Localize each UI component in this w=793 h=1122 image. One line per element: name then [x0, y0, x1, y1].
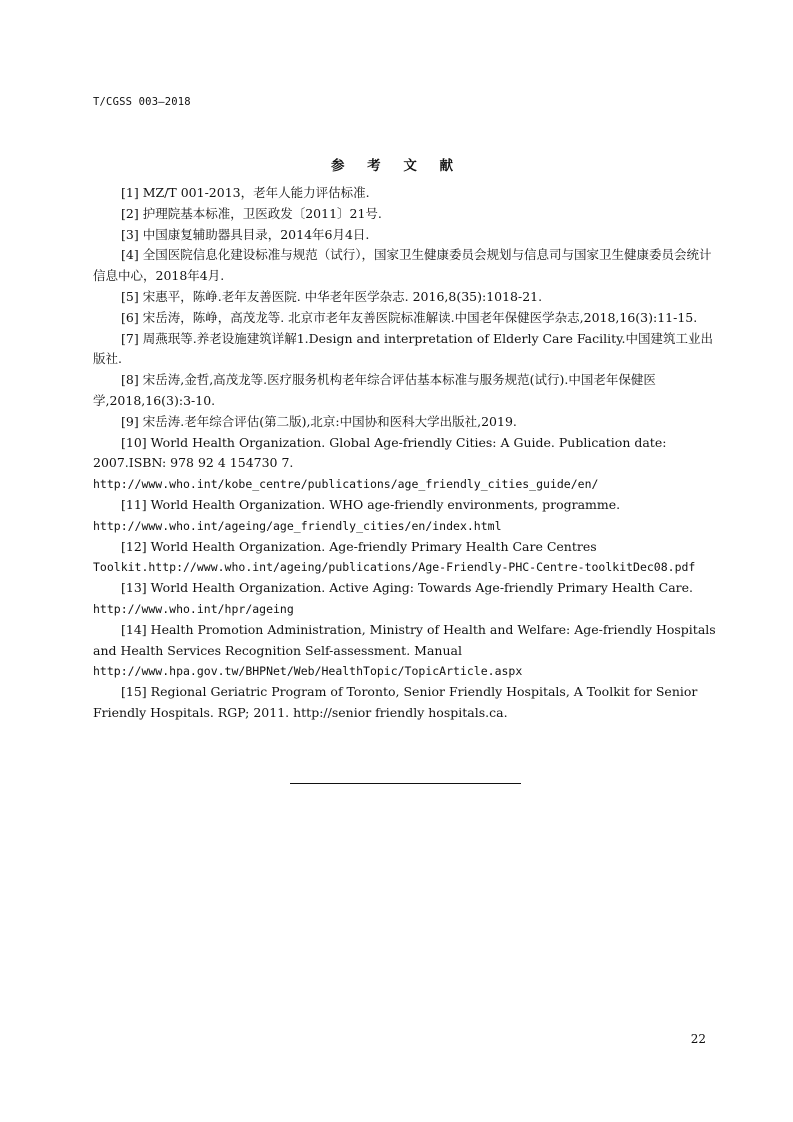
- reference-item: [93, 495, 719, 537]
- reference-number: [4]: [121, 247, 139, 263]
- reference-list: [93, 183, 719, 724]
- reference-number: [13]: [121, 580, 147, 596]
- reference-text: Regional Geriatric Program of Toronto, Senior Friendly Hospitals, A Toolkit for Senior Friendly Hospitals. RGP; 2011. http://senior friendly hospitals.ca.: [93, 684, 698, 720]
- reference-item: [93, 537, 719, 579]
- reference-text: 中国康复辅助器具目录，2014年6月4日.: [142, 226, 370, 242]
- reference-item: [93, 620, 719, 682]
- reference-url[interactable]: http://www.who.int/hpr/ageing: [93, 601, 294, 616]
- reference-number: [15]: [121, 684, 147, 700]
- reference-number: [5]: [121, 288, 139, 304]
- reference-item: [93, 578, 719, 620]
- page-number: 22: [690, 1032, 706, 1046]
- reference-number: [3]: [121, 226, 139, 242]
- reference-url[interactable]: http://www.hpa.gov.tw/BHPNet/Web/HealthTopic/TopicArticle.aspx: [93, 664, 523, 679]
- reference-number: [14]: [121, 621, 147, 637]
- reference-url[interactable]: Toolkit.http://www.who.int/ageing/publications/Age-Friendly-PHC-Centre-toolkitDec08.pdf: [93, 560, 696, 575]
- reference-number: [10]: [121, 434, 147, 450]
- reference-number: [2]: [121, 205, 139, 221]
- reference-item: [93, 287, 719, 308]
- reference-text: World Health Organization. Age-friendly Primary Health Care Centres: [150, 538, 597, 554]
- reference-item: [93, 412, 719, 433]
- reference-number: [7]: [121, 330, 139, 346]
- reference-item: [93, 308, 719, 329]
- reference-text: World Health Organization. Global Age-friendly Cities: A Guide. Publication date: 2007.ISBN: 978 92 4 154730 7.: [93, 434, 667, 471]
- reference-text: 宋岳涛,金哲,高茂龙等.医疗服务机构老年综合评估基本标准与服务规范(试行).中国老年保健医学,2018,16(3):3-10.: [93, 372, 656, 408]
- reference-item: [93, 204, 719, 225]
- reference-url[interactable]: http://www.who.int/kobe_centre/publications/age_friendly_cities_guide/en/: [93, 477, 599, 492]
- reference-text: World Health Organization. WHO age-friendly environments, programme.: [150, 496, 621, 512]
- reference-text: Health Promotion Administration, Ministry of Health and Welfare: Age-friendly Hospitals and Health Services Recognition Self-assessment. Manual: [93, 621, 716, 658]
- reference-item: [93, 225, 719, 246]
- reference-text: 宋岳涛.老年综合评估(第二版),北京:中国协和医科大学出版社,2019.: [142, 413, 517, 429]
- reference-item: [93, 183, 719, 204]
- reference-text: World Health Organization. Active Aging: Towards Age-friendly Primary Health Care.: [150, 580, 693, 596]
- reference-text: MZ/T 001-2013，老年人能力评估标准.: [142, 185, 370, 200]
- reference-number: [9]: [121, 413, 139, 429]
- end-divider: [290, 783, 521, 784]
- reference-item: [93, 433, 719, 495]
- reference-text: 全国医院信息化建设标准与规范（试行），国家卫生健康委员会规划与信息司与国家卫生健康委员会统计信息中心，2018年4月.: [93, 247, 712, 284]
- reference-item: [93, 329, 719, 371]
- reference-text: 周燕珉等.养老设施建筑详解1.Design and interpretation of Elderly Care Facility.中国建筑工业出版社.: [93, 330, 714, 367]
- document-code: T/CGSS 003—2018: [93, 96, 191, 108]
- reference-number: [6]: [121, 309, 139, 325]
- reference-number: [8]: [121, 372, 139, 388]
- reference-text: 宋岳涛，陈峥，高茂龙等. 北京市老年友善医院标准解读.中国老年保健医学杂志,2018,16(3):11-15.: [142, 309, 698, 325]
- section-title: 参 考 文 献: [330, 158, 463, 174]
- reference-number: [11]: [121, 496, 147, 512]
- reference-item: [93, 245, 719, 287]
- reference-number: [1]: [121, 185, 139, 200]
- reference-text: 宋惠平，陈峥.老年友善医院. 中华老年医学杂志. 2016,8(35):1018-21.: [142, 288, 543, 304]
- reference-item: [93, 370, 719, 412]
- reference-text: 护理院基本标准，卫医政发〔2011〕21号.: [142, 205, 382, 221]
- reference-number: [12]: [121, 538, 147, 554]
- reference-item: [93, 682, 719, 724]
- reference-url[interactable]: http://www.who.int/ageing/age_friendly_cities/en/index.html: [93, 518, 502, 533]
